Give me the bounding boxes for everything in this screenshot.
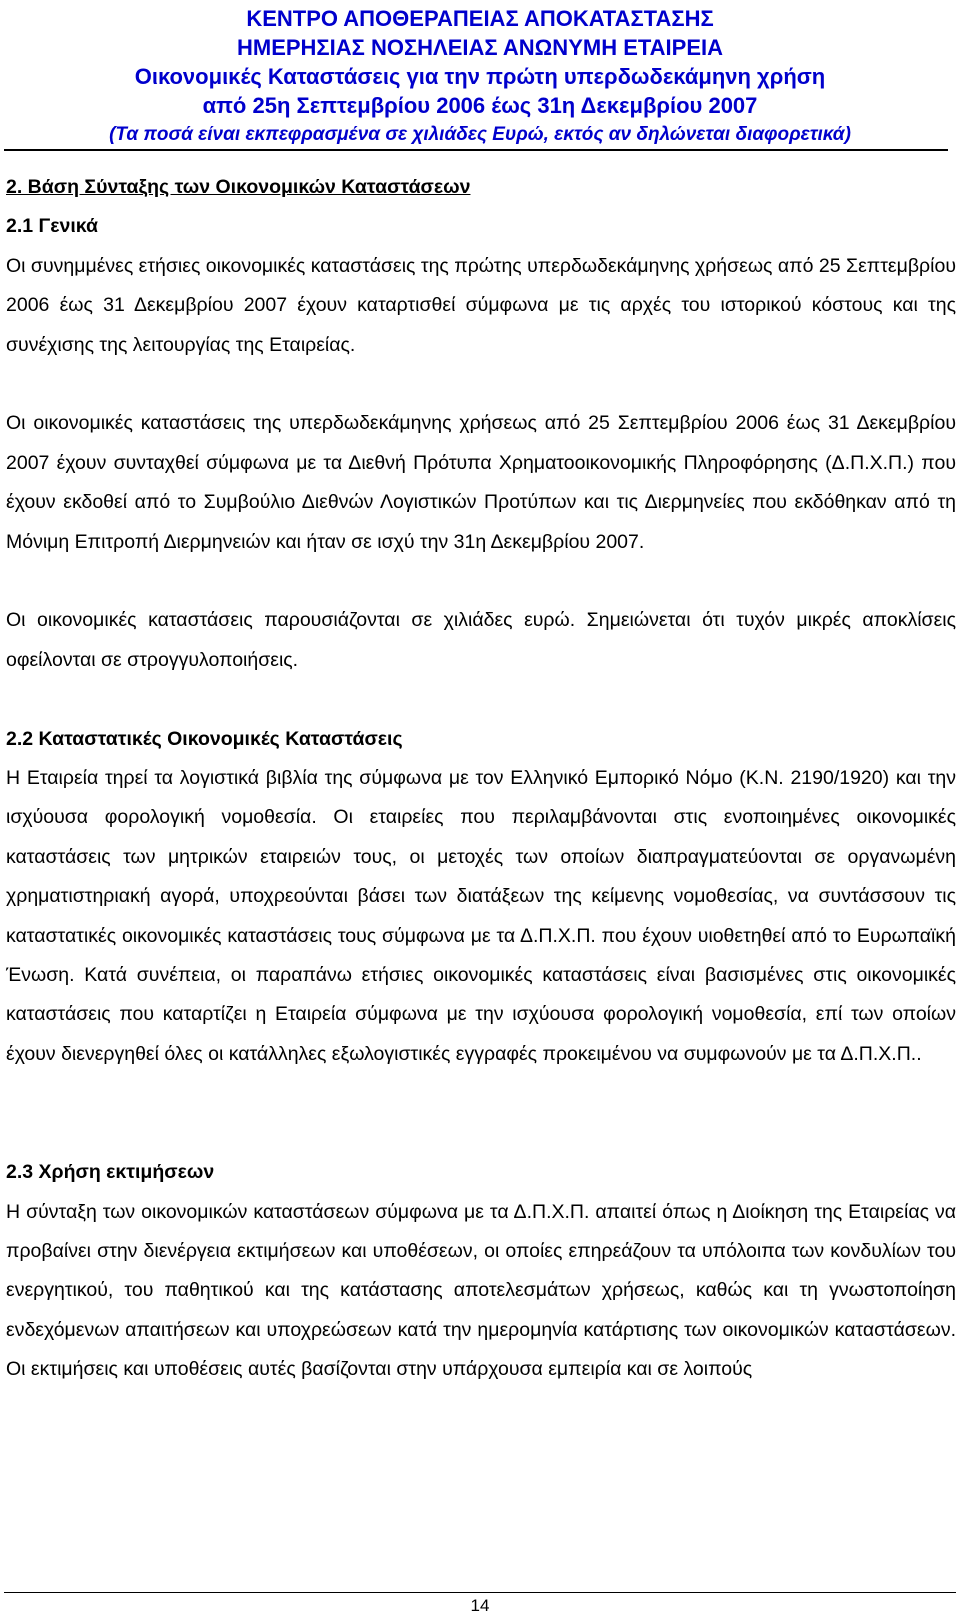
paragraph-2-1-3: Οι οικονομικές καταστάσεις παρουσιάζονται σε χιλιάδες ευρώ. Σημειώνεται ότι τυχόν μικρές αποκλίσεις οφείλονται σε στρογγυλοποιήσεις.: [6, 609, 956, 671]
spacer: [6, 1074, 956, 1153]
report-title: Οικονομικές Καταστάσεις για την πρώτη υπερδωδεκάμηνη χρήση: [134, 64, 826, 89]
company-name-line-1: ΚΕΝΤΡΟ ΑΠΟΘΕΡΑΠΕΙΑΣ ΑΠΟΚΑΤΑΣΤΑΣΗΣ: [246, 6, 714, 31]
subsection-2-1-heading: 2.1 Γενικά: [6, 215, 98, 238]
subsection-2-2-heading: 2.2 Καταστατικές Οικονομικές Καταστάσεις: [6, 727, 403, 750]
paragraph-2-1-2: Οι οικονομικές καταστάσεις της υπερδωδεκάμηνης χρήσεως από 25 Σεπτεμβρίου 2006 έως 31 Δεκεμβρίου 2007 έχουν συνταχθεί σύμφωνα με τα Διεθνή Πρότυπα Χρηματοοικονομικής Πληροφόρησης (Δ.Π.Χ.Π.) που έχουν εκδοθεί από το Συμβούλιο Διεθνών Λογιστικών Προτύπων και τις Διερμηνείες που εκδόθηκαν από τη Μόνιμη Επιτροπή Διερμηνειών και ήταν σε ισχύ την 31η Δεκεμβρίου 2007.: [6, 412, 956, 553]
page-header: [0, 0, 960, 149]
page-number: 14: [470, 1596, 490, 1615]
company-name-line-2: ΗΜΕΡΗΣΙΑΣ ΝΟΣΗΛΕΙΑΣ ΑΝΩΝΥΜΗ ΕΤΑΙΡΕΙΑ: [236, 35, 724, 60]
spacer: [6, 680, 956, 719]
paragraph-2-3-1: Η σύνταξη των οικονομικών καταστάσεων σύμφωνα με τα Δ.Π.Χ.Π. απαιτεί όπως η Διοίκηση της Εταιρείας να προβαίνει στην διενέργεια εκτιμήσεων και υποθέσεων, οι οποίες επηρεάζουν τα υπόλοιπα των κονδυλίων του ενεργητικού, του παθητικού και της κατάστασης αποτελεσμάτων χρήσεως, καθώς και τη γνωστοποίηση ενδεχόμενων απαιτήσεων και υποχρεώσεων κατά την ημερομηνία κατάρτισης των οικονομικών καταστάσεων. Οι εκτιμήσεις και υποθέσεις αυτές βασίζονται στην υπάρχουσα εμπειρία και σε λοιπούς: [6, 1200, 956, 1381]
subsection-2-3-heading: 2.3 Χρήση εκτιμήσεων: [6, 1161, 215, 1184]
spacer: [6, 562, 956, 601]
section-heading: 2. Βάση Σύνταξης των Οικονομικών Καταστάσεων: [6, 176, 471, 198]
footer-divider: [4, 1592, 956, 1593]
currency-note: (Τα ποσά είναι εκπεφρασμένα σε χιλιάδες Ευρώ, εκτός αν δηλώνεται διαφορετικά): [109, 124, 851, 145]
paragraph-2-2-1: Η Εταιρεία τηρεί τα λογιστικά βιβλία της σύμφωνα με τον Ελληνικό Εμπορικό Νόμο (Κ.Ν. 2190/1920) και την ισχύουσα φορολογική νομοθεσία. Οι εταιρείες που περιλαμβάνονται στις ενοποιημένες οικονομικές καταστάσεις των μητρικών εταιρειών τους, οι μετοχές των οποίων διαπραγματεύονται σε οργανωμένη χρηματιστηριακή αγορά, υποχρεούνται βάσει των διατάξεων της κείμενης νομοθεσίας, να συντάσσουν τις καταστατικές οικονομικές καταστάσεις τους σύμφωνα με τα Δ.Π.Χ.Π. που έχουν υιοθετηθεί από το Ευρωπαϊκή Ένωση. Κατά συνέπεια, οι παραπάνω ετήσιες οικονομικές καταστάσεις είναι βασισμένες στις οικονομικές καταστάσεις που καταρτίζει η Εταιρεία σύμφωνα με την ισχύουσα φορολογική νομοθεσία, επί των οποίων έχουν διενεργηθεί όλες οι κατάλληλες εξωλογιστικές εγγραφές προκειμένου να συμφωνούν με τα Δ.Π.Χ.Π..: [6, 767, 956, 1065]
report-period: από 25η Σεπτεμβρίου 2006 έως 31η Δεκεμβρίου 2007: [202, 93, 758, 118]
document-body: [6, 168, 956, 1390]
paragraph-2-1-1: Οι συνημμένες ετήσιες οικονομικές καταστάσεις της πρώτης υπερδωδεκάμηνης χρήσεως από 25 Σεπτεμβρίου 2006 έως 31 Δεκεμβρίου 2007 έχουν καταρτισθεί σύμφωνα με τις αρχές του ιστορικού κόστους και της συνέχισης της λειτουργίας της Εταιρείας.: [6, 254, 956, 356]
header-divider: [4, 149, 948, 151]
spacer: [6, 365, 956, 404]
